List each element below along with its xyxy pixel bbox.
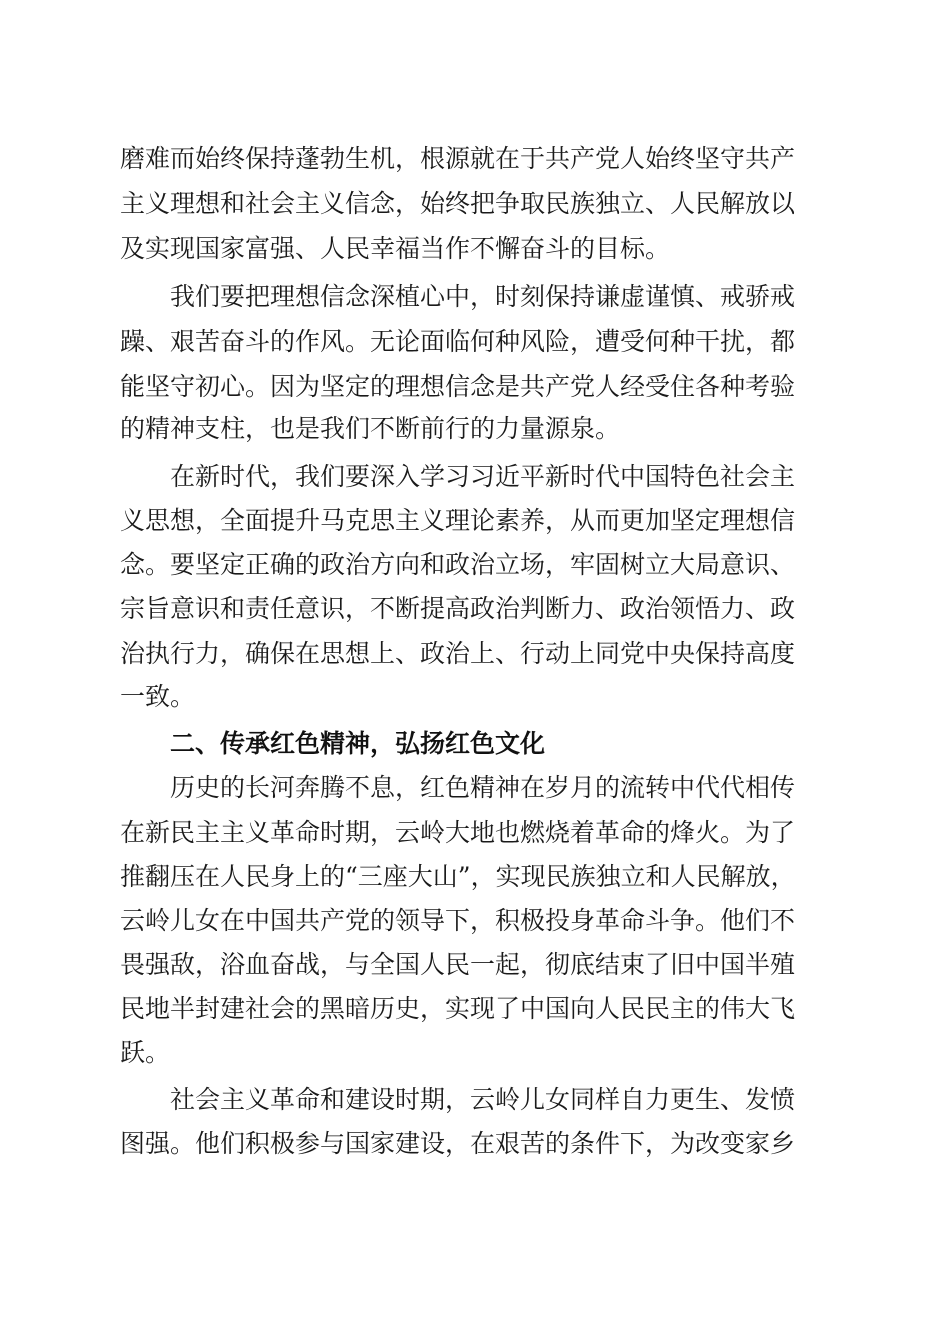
- text-line: 能坚守初心。因为坚定的理想信念是共产党人经受住各种考验: [120, 372, 796, 401]
- text-line: 躁、艰苦奋斗的作风。无论面临何种风险，遭受何种干扰，都: [120, 327, 796, 356]
- text-line: 念。要坚定正确的政治方向和政治立场，牢固树立大局意识、: [120, 550, 796, 579]
- text-line: 推翻压在人民身上的“三座大山”，实现民族独立和人民解放，: [120, 862, 796, 891]
- text-line: 我们要把理想信念深植心中，时刻保持谦虚谨慎、戒骄戒: [170, 282, 796, 311]
- text-line: 义思想，全面提升马克思主义理论素养，从而更加坚定理想信: [120, 506, 796, 535]
- text-line: 云岭儿女在中国共产党的领导下，积极投身革命斗争。他们不: [120, 906, 796, 935]
- text-line: 图强。他们积极参与国家建设，在艰苦的条件下，为改变家乡: [120, 1129, 796, 1158]
- section-heading: 二、传承红色精神，弘扬红色文化: [170, 729, 546, 758]
- text-line: 治执行力，确保在思想上、政治上、行动上同党中央保持高度: [120, 639, 796, 668]
- text-line: 磨难而始终保持蓬勃生机，根源就在于共产党人始终坚守共产: [120, 144, 796, 173]
- text-line: 民地半封建社会的黑暗历史，实现了中国向人民民主的伟大飞: [120, 994, 796, 1023]
- text-line: 在新时代，我们要深入学习习近平新时代中国特色社会主: [170, 462, 796, 491]
- text-line: 在新民主主义革命时期，云岭大地也燃烧着革命的烽火。为了: [120, 818, 796, 847]
- text-line: 主义理想和社会主义信念，始终把争取民族独立、人民解放以: [120, 189, 796, 218]
- text-line: 一致。: [120, 682, 196, 711]
- text-line: 及实现国家富强、人民幸福当作不懈奋斗的目标。: [120, 234, 671, 263]
- text-line: 社会主义革命和建设时期，云岭儿女同样自力更生、发愤: [170, 1085, 796, 1114]
- text-line: 历史的长河奔腾不息，红色精神在岁月的流转中代代相传: [170, 773, 796, 802]
- text-line: 的精神支柱，也是我们不断前行的力量源泉。: [120, 414, 621, 443]
- text-line: 跃。: [120, 1038, 171, 1067]
- text-line: 宗旨意识和责任意识，不断提高政治判断力、政治领悟力、政: [120, 594, 796, 623]
- text-line: 畏强敌，浴血奋战，与全国人民一起，彻底结束了旧中国半殖: [120, 950, 796, 979]
